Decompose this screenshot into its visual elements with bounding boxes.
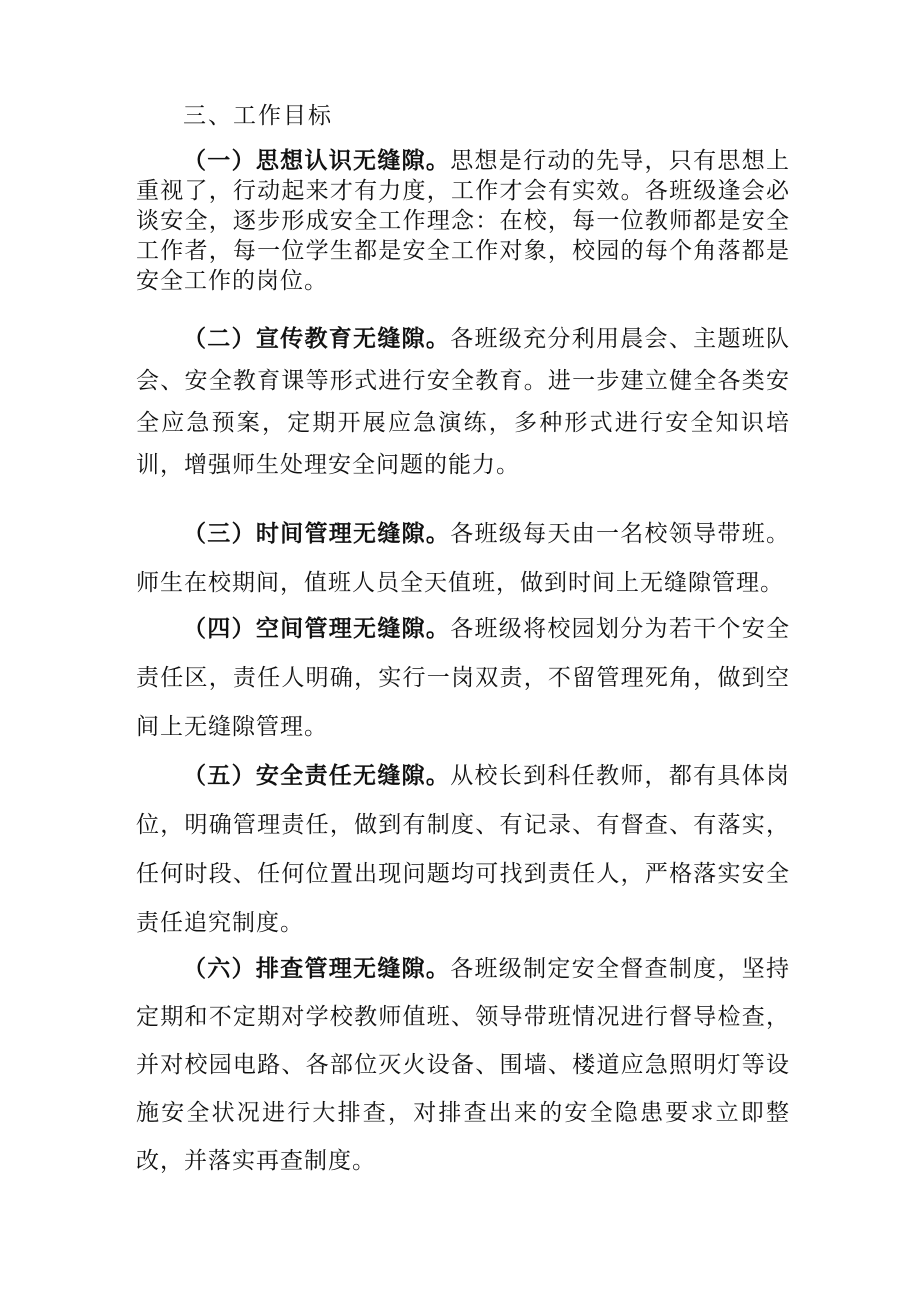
goal-6-body: 各班级制定安全督查制度，坚持定期和不定期对学校教师值班、领导带班情况进行督导检查，并对校园电路、各部位灭火设备、围墙、楼道应急照明灯等设施安全状况进行大排查，对排查出来的安全隐患要求立即整改，并落实再查制度。 [136, 956, 791, 1174]
goal-3-lead: （三）时间管理无缝隙。 [183, 521, 451, 547]
goal-5-body: 从校长到科任教师，都有具体岗位，明确管理责任，做到有制度、有记录、有督查、有落实，任何时段、任何位置出现问题均可找到责任人，严格落实安全责任追究制度。 [136, 763, 791, 936]
goal-2-lead: （二）宣传教育无缝隙。 [183, 326, 451, 352]
goal-1-lead: （一）思想认识无缝隙。 [183, 148, 451, 174]
goal-paragraph-1 [136, 146, 790, 296]
goal-2-body: 各班级充分利用晨会、主题班队会、安全教育课等形式进行安全教育。进一步建立健全各类安全应急预案，定期开展应急演练，多种形式进行安全知识培训，增强师生处理安全问题的能力。 [136, 326, 791, 478]
goal-4-lead: （四）空间管理无缝隙。 [183, 616, 451, 642]
goal-paragraph-3 [136, 510, 790, 608]
goal-6-lead: （六）排查管理无缝隙。 [183, 956, 451, 982]
goal-3-body: 各班级每天由一名校领导带班。师生在校期间，值班人员全天值班，做到时间上无缝隙管理。 [136, 521, 791, 596]
goal-paragraph-2 [136, 318, 790, 486]
section-heading: 三、工作目标 [183, 103, 333, 129]
goal-paragraph-5 [136, 752, 790, 948]
goal-1-body: 思想是行动的先导，只有思想上重视了，行动起来才有力度，工作才会有实效。各班级逢会必谈安全，逐步形成安全工作理念：在校，每一位教师都是安全工作者，每一位学生都是安全工作对象，校园的每个角落都是安全工作的岗位。 [136, 148, 791, 294]
goal-paragraph-4 [136, 605, 790, 752]
goal-5-lead: （五）安全责任无缝隙。 [183, 763, 451, 789]
goal-paragraph-6 [136, 945, 790, 1185]
goal-4-body: 各班级将校园划分为若干个安全责任区，责任人明确，实行一岗双责，不留管理死角，做到空间上无缝隙管理。 [136, 616, 791, 740]
